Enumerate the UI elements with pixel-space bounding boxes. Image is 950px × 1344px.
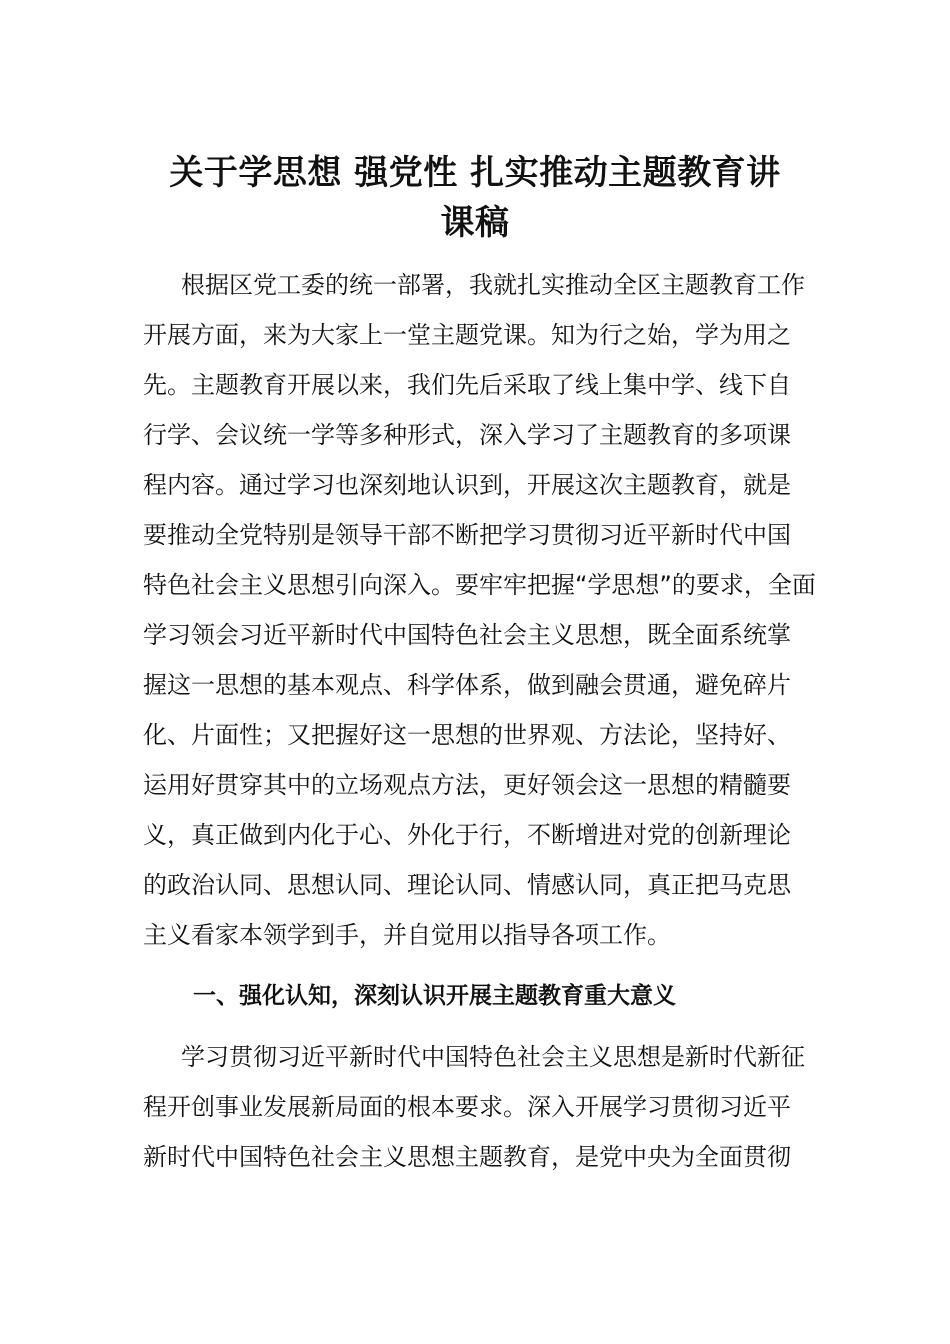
text-line: 义，真正做到内化于心、外化于行，不断增进对党的创新理论	[143, 821, 791, 849]
title-line: 课稿	[440, 203, 510, 243]
text-line: 特色社会主义思想引向深入。要牢牢把握“学思想”的要求，全面	[143, 571, 816, 599]
text-line: 程内容。通过学习也深刻地认识到，开展这次主题教育，就是	[143, 471, 791, 499]
text-line: 化、片面性；又把握好这一思想的世界观、方法论，坚持好、	[143, 721, 791, 749]
text-line: 新时代中国特色社会主义思想主题教育，是党中央为全面贯彻	[143, 1143, 791, 1171]
text-line: 行学、会议统一学等多种形式，深入学习了主题教育的多项课	[143, 421, 791, 449]
text-line: 学习贯彻习近平新时代中国特色社会主义思想是新时代新征	[181, 1043, 805, 1071]
text-line: 先。主题教育开展以来，我们先后采取了线上集中学、线下自	[143, 371, 791, 399]
text-line: 握这一思想的基本观点、科学体系，做到融会贯通，避免碎片	[143, 671, 791, 699]
text-line: 主义看家本领学到手，并自觉用以指导各项工作。	[143, 921, 671, 949]
text-line: 的政治认同、思想认同、理论认同、情感认同，真正把马克思	[143, 871, 791, 899]
title-line: 关于学思想 强党性 扎实推动主题教育讲	[169, 153, 781, 193]
text-line: 开展方面，来为大家上一堂主题党课。知为行之始，学为用之	[143, 321, 791, 349]
text-line: 运用好贯穿其中的立场观点方法，更好领会这一思想的精髓要	[143, 771, 791, 799]
paragraph-intro	[143, 260, 816, 960]
paragraph-section1	[143, 1032, 808, 1182]
text-line: 根据区党工委的统一部署，我就扎实推动全区主题教育工作	[181, 271, 805, 299]
section-heading: 一、强化认知，深刻认识开展主题教育重大意义	[193, 983, 676, 1009]
text-line: 程开创事业发展新局面的根本要求。深入开展学习贯彻习近平	[143, 1093, 791, 1121]
document-title	[150, 148, 800, 248]
text-line: 要推动全党特别是领导干部不断把学习贯彻习近平新时代中国	[143, 521, 791, 549]
text-line: 学习领会习近平新时代中国特色社会主义思想，既全面系统掌	[143, 621, 791, 649]
